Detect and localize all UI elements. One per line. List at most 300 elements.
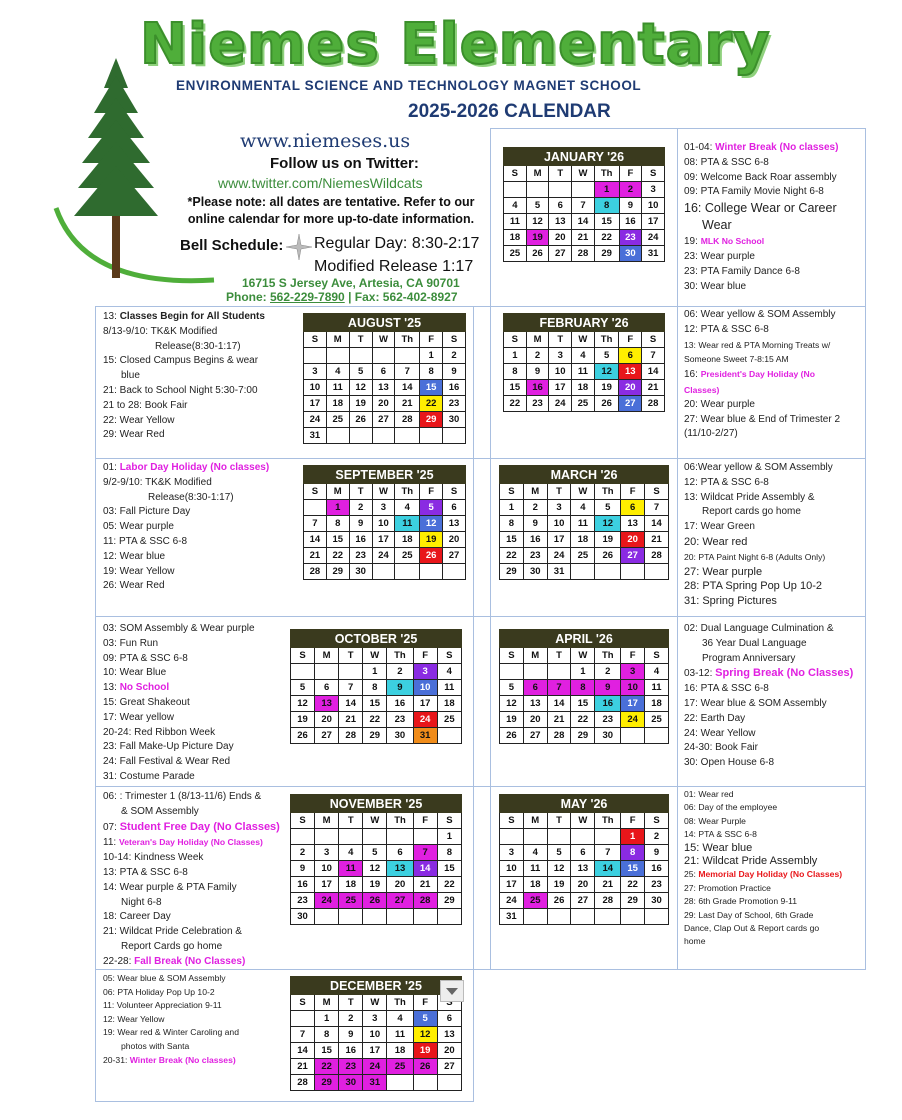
event-line: 14: PTA & SSC 6-8	[684, 829, 757, 840]
day-cell: 7	[642, 348, 665, 364]
event-line: Dance, Clap Out & Report cards go	[684, 923, 820, 934]
event-line: photos with Santa	[121, 1040, 190, 1051]
weekday-label: Th	[387, 995, 413, 1011]
day-cell: 12	[363, 861, 387, 877]
event-line: blue	[121, 370, 140, 382]
week-row	[304, 532, 466, 548]
day-cell: 3	[315, 845, 339, 861]
day-cell	[595, 564, 621, 580]
event-line: 22-28: Fall Break (No Classes)	[103, 955, 246, 967]
day-cell: 26	[500, 728, 524, 744]
day-cell: 7	[304, 516, 327, 532]
event-line: 08: Wear Purple	[684, 815, 746, 826]
week-row	[291, 728, 462, 744]
day-cell: 18	[326, 396, 349, 412]
fax-number: | Fax: 562-402-8927	[344, 290, 458, 304]
weekday-label: F	[420, 484, 443, 500]
week-row	[291, 712, 462, 728]
day-cell: 16	[595, 696, 621, 712]
week-row	[304, 348, 466, 364]
day-cell: 29	[326, 564, 349, 580]
day-cell: 14	[645, 516, 669, 532]
weekday-label: Th	[595, 648, 621, 664]
day-cell: 10	[315, 861, 339, 877]
day-cell: 14	[572, 214, 595, 230]
day-cell: 2	[619, 182, 642, 198]
weekday-label: Th	[387, 648, 413, 664]
day-cell: 17	[549, 380, 572, 396]
weekday-label: M	[523, 813, 547, 829]
day-cell	[571, 829, 595, 845]
event-line: 03: Fall Picture Day	[103, 506, 191, 518]
day-cell: 21	[291, 1059, 315, 1075]
day-cell: 30	[645, 893, 669, 909]
event-line: 09: PTA Family Movie Night 6-8	[684, 186, 824, 198]
day-cell: 21	[395, 396, 420, 412]
weekday-label: F	[413, 995, 437, 1011]
month-header-row	[500, 630, 669, 648]
day-cell: 10	[549, 364, 572, 380]
month-header-row	[291, 977, 462, 995]
events-april	[684, 622, 853, 771]
day-cell	[339, 909, 363, 925]
event-line: Release(8:30-1:17)	[148, 491, 234, 503]
day-cell: 31	[413, 728, 437, 744]
day-cell: 29	[571, 728, 595, 744]
week-row	[500, 664, 669, 680]
month-header-row	[291, 795, 462, 813]
events-february	[684, 308, 840, 442]
day-cell: 6	[619, 348, 642, 364]
day-cell: 10	[413, 680, 437, 696]
day-cell: 7	[413, 845, 437, 861]
event-line: 09: Welcome Back Roar assembly	[684, 171, 837, 183]
day-cell: 9	[526, 364, 549, 380]
day-cell: 2	[595, 664, 621, 680]
day-cell: 26	[526, 246, 549, 262]
day-cell	[326, 428, 349, 444]
day-cell: 16	[523, 532, 547, 548]
day-cell: 20	[387, 877, 413, 893]
month-header-row	[504, 314, 665, 332]
event-line: 29: Wear Red	[103, 429, 165, 441]
event-line: 30: Open House 6-8	[684, 757, 775, 769]
day-cell: 11	[504, 214, 527, 230]
bell-regular-day: Regular Day: 8:30-2:17	[314, 235, 480, 252]
calendar-august	[303, 313, 466, 444]
day-cell: 4	[645, 664, 669, 680]
day-cell: 13	[549, 214, 572, 230]
day-cell: 4	[339, 845, 363, 861]
day-cell: 23	[291, 893, 315, 909]
day-cell: 28	[291, 1075, 315, 1091]
day-cell: 27	[619, 396, 642, 412]
weekday-label: W	[363, 813, 387, 829]
weekday-label: F	[621, 813, 645, 829]
day-cell	[523, 909, 547, 925]
day-cell: 4	[326, 364, 349, 380]
day-cell	[413, 1075, 437, 1091]
day-cell: 6	[372, 364, 395, 380]
week-row	[291, 1059, 462, 1075]
event-line: 24-30: Book Fair	[684, 742, 758, 754]
event-line: 21: Wildcat Pride Celebration &	[103, 926, 242, 938]
day-cell: 31	[363, 1075, 387, 1091]
day-cell	[504, 182, 527, 198]
weekday-label: S	[437, 648, 461, 664]
week-row	[500, 877, 669, 893]
day-cell: 21	[595, 877, 621, 893]
week-row	[291, 1027, 462, 1043]
event-line: 11: Veteran's Day Holiday (No Classes)	[103, 837, 263, 849]
website-link[interactable]: www.niemeses.us	[240, 130, 411, 152]
day-cell: 26	[547, 893, 571, 909]
day-cell: 11	[326, 380, 349, 396]
school-subtitle: ENVIRONMENTAL SCIENCE AND TECHNOLOGY MAGNET SCHOOL	[176, 78, 642, 93]
day-cell: 19	[291, 712, 315, 728]
day-cell: 3	[500, 845, 524, 861]
event-line: 21: Wildcat Pride Assembly	[684, 855, 818, 868]
day-cell: 26	[349, 412, 372, 428]
event-line: 13: Wear red & PTA Morning Treats w/	[684, 339, 831, 350]
day-cell: 1	[571, 664, 595, 680]
day-cell: 20	[621, 532, 645, 548]
day-cell: 10	[621, 680, 645, 696]
event-line: 36 Year Dual Language	[702, 637, 807, 649]
day-cell: 20	[571, 877, 595, 893]
day-cell: 15	[504, 380, 527, 396]
day-cell: 3	[363, 1011, 387, 1027]
weekday-label: M	[526, 332, 549, 348]
event-line: 03: Fun Run	[103, 637, 159, 649]
day-cell: 17	[547, 532, 571, 548]
day-cell: 15	[315, 1043, 339, 1059]
day-cell: 24	[547, 548, 571, 564]
day-cell: 23	[443, 396, 466, 412]
weekday-label: W	[363, 648, 387, 664]
weekday-label: M	[315, 648, 339, 664]
weekday-label: T	[349, 484, 372, 500]
event-line: 26: Wear Red	[103, 580, 165, 592]
day-cell: 14	[413, 861, 437, 877]
weekday-label: T	[549, 332, 572, 348]
day-cell: 1	[363, 664, 387, 680]
day-cell: 10	[547, 516, 571, 532]
day-cell: 30	[595, 728, 621, 744]
calendar-october	[290, 629, 462, 744]
day-cell	[372, 428, 395, 444]
day-cell	[372, 564, 395, 580]
week-row	[291, 829, 462, 845]
phone-number[interactable]: 562-229-7890	[270, 290, 345, 304]
day-cell: 19	[413, 1043, 437, 1059]
day-cell	[645, 909, 669, 925]
event-line: Someone Sweet 7-8:15 AM	[684, 354, 789, 365]
week-row	[291, 1043, 462, 1059]
day-cell	[547, 664, 571, 680]
day-cell: 24	[372, 548, 395, 564]
day-cell	[349, 428, 372, 444]
day-cell: 5	[594, 348, 619, 364]
event-line: Program Anniversary	[702, 652, 796, 664]
phone-fax	[226, 290, 458, 304]
day-cell: 13	[571, 861, 595, 877]
weekday-label: F	[619, 332, 642, 348]
day-cell: 29	[420, 412, 443, 428]
day-cell: 1	[326, 500, 349, 516]
bell-modified-release: Modified Release 1:17	[314, 258, 474, 275]
day-cell: 8	[621, 845, 645, 861]
day-cell: 30	[523, 564, 547, 580]
weekday-label: Th	[594, 332, 619, 348]
day-cell	[500, 829, 524, 845]
events-november	[103, 790, 280, 970]
day-cell: 21	[572, 230, 595, 246]
event-line: 01: Labor Day Holiday (No classes)	[103, 462, 270, 473]
day-cell: 28	[304, 564, 327, 580]
day-cell: 16	[619, 214, 642, 230]
weekday-label: T	[339, 648, 363, 664]
weekday-label: Th	[387, 813, 413, 829]
day-cell: 14	[595, 861, 621, 877]
month-header-row	[500, 795, 669, 813]
event-line: 03: SOM Assembly & Wear purple	[103, 623, 255, 634]
day-cell: 12	[291, 696, 315, 712]
day-cell: 16	[387, 696, 413, 712]
day-cell: 3	[621, 664, 645, 680]
day-cell: 11	[571, 516, 595, 532]
month-header-row	[304, 314, 466, 332]
day-cell: 5	[595, 500, 621, 516]
day-cell: 4	[387, 1011, 413, 1027]
day-cell: 21	[547, 712, 571, 728]
event-line: 19: Wear red & Winter Caroling and	[103, 1027, 239, 1038]
day-cell: 2	[645, 829, 669, 845]
day-cell: 6	[437, 1011, 461, 1027]
weekday-header-row	[291, 648, 462, 664]
day-cell: 15	[363, 696, 387, 712]
day-cell: 17	[372, 532, 395, 548]
weekday-label: F	[413, 813, 437, 829]
day-cell: 1	[504, 348, 527, 364]
weekday-header-row	[291, 813, 462, 829]
week-row	[504, 182, 665, 198]
day-cell: 8	[504, 364, 527, 380]
event-line: 15: Wear blue	[684, 841, 753, 854]
week-row	[504, 364, 665, 380]
weekday-label: F	[621, 484, 645, 500]
week-row	[500, 516, 669, 532]
day-cell: 30	[349, 564, 372, 580]
day-cell: 5	[291, 680, 315, 696]
event-line: 05: Wear purple	[103, 521, 174, 533]
day-cell: 25	[326, 412, 349, 428]
day-cell: 22	[315, 1059, 339, 1075]
month-name: NOVEMBER '25	[291, 795, 462, 813]
day-cell: 11	[437, 680, 461, 696]
weekday-label: Th	[595, 484, 621, 500]
day-cell: 13	[372, 380, 395, 396]
event-line: 31: Costume Parade	[103, 770, 195, 782]
day-cell: 28	[413, 893, 437, 909]
day-cell	[437, 728, 461, 744]
weekday-label: Th	[595, 813, 621, 829]
day-cell: 14	[642, 364, 665, 380]
calendar-september	[303, 465, 466, 580]
event-line: 19: MLK No School	[684, 236, 765, 248]
day-cell: 28	[645, 548, 669, 564]
event-line: 14: Wear purple & PTA Family	[103, 881, 237, 893]
event-line: 30: Wear blue	[684, 280, 747, 292]
day-cell: 23	[339, 1059, 363, 1075]
day-cell: 9	[349, 516, 372, 532]
weekday-label: S	[645, 813, 669, 829]
day-cell: 18	[523, 877, 547, 893]
event-line: 27: Wear purple	[684, 565, 763, 578]
day-cell: 26	[595, 548, 621, 564]
day-cell: 10	[642, 198, 665, 214]
day-cell: 11	[572, 364, 595, 380]
day-cell: 23	[523, 548, 547, 564]
week-row	[291, 893, 462, 909]
day-cell: 11	[395, 516, 420, 532]
follow-twitter-label: Follow us on Twitter:	[270, 155, 419, 172]
calendar-december	[290, 976, 462, 1091]
week-row	[504, 348, 665, 364]
event-line: Report cards go home	[702, 506, 801, 518]
day-cell: 11	[339, 861, 363, 877]
day-cell: 30	[291, 909, 315, 925]
day-cell: 23	[645, 877, 669, 893]
day-cell: 27	[387, 893, 413, 909]
day-cell	[387, 1075, 413, 1091]
day-cell: 18	[395, 532, 420, 548]
day-cell: 2	[349, 500, 372, 516]
day-cell: 13	[621, 516, 645, 532]
event-line: 24: Wear Yellow	[684, 727, 756, 739]
day-cell	[523, 664, 547, 680]
day-cell	[291, 664, 315, 680]
week-row	[291, 664, 462, 680]
twitter-link[interactable]: www.twitter.com/NiemesWildcats	[218, 175, 423, 191]
weekday-label: W	[372, 332, 395, 348]
event-line: 20: Wear red	[684, 535, 748, 548]
day-cell: 7	[572, 198, 595, 214]
day-cell: 17	[642, 214, 665, 230]
grid-line	[490, 128, 491, 970]
day-cell: 13	[315, 696, 339, 712]
event-line: home	[684, 936, 706, 947]
week-row	[500, 845, 669, 861]
week-row	[304, 412, 466, 428]
month-header-row	[504, 148, 665, 166]
event-line: 11: PTA & SSC 6-8	[103, 535, 188, 547]
day-cell: 5	[363, 845, 387, 861]
day-cell	[339, 664, 363, 680]
event-line: 16: President's Day Holiday (No	[684, 369, 815, 381]
day-cell: 22	[363, 712, 387, 728]
school-address: 16715 S Jersey Ave, Artesia, CA 90701	[242, 276, 460, 290]
day-cell: 18	[437, 696, 461, 712]
week-row	[500, 696, 669, 712]
day-cell: 20	[549, 230, 572, 246]
day-cell: 28	[395, 412, 420, 428]
day-cell: 8	[594, 198, 619, 214]
weekday-label: W	[572, 166, 595, 182]
day-cell: 25	[387, 1059, 413, 1075]
event-line: 13: PTA & SSC 6-8	[103, 866, 188, 878]
weekday-label: S	[642, 332, 665, 348]
event-line: Wear	[702, 218, 732, 233]
day-cell	[315, 829, 339, 845]
day-cell: 22	[621, 877, 645, 893]
event-line: 12: Wear blue	[103, 550, 166, 562]
event-line: 21: Back to School Night 5:30-7:00	[103, 384, 258, 396]
day-cell	[437, 909, 461, 925]
event-line: 20-24: Red Ribbon Week	[103, 726, 216, 738]
event-line: 17: Wear blue & SOM Assembly	[684, 697, 827, 709]
day-cell: 12	[594, 364, 619, 380]
day-cell: 3	[642, 182, 665, 198]
event-line: 20: PTA Paint Night 6-8 (Adults Only)	[684, 551, 826, 562]
events-september	[103, 461, 269, 594]
day-cell: 22	[504, 396, 527, 412]
day-cell: 5	[500, 680, 524, 696]
day-cell: 6	[387, 845, 413, 861]
day-cell	[437, 1075, 461, 1091]
day-cell: 14	[291, 1043, 315, 1059]
day-cell: 30	[619, 246, 642, 262]
week-row	[291, 1075, 462, 1091]
day-cell: 15	[594, 214, 619, 230]
weekday-header-row	[304, 332, 466, 348]
day-cell: 29	[363, 728, 387, 744]
day-cell: 25	[572, 396, 595, 412]
month-name: MARCH '26	[500, 466, 669, 484]
day-cell	[304, 500, 327, 516]
day-cell: 19	[500, 712, 524, 728]
day-cell	[621, 564, 645, 580]
dropdown-button[interactable]	[440, 980, 464, 1002]
event-line: 8/13-9/10: TK&K Modified	[103, 325, 218, 337]
week-row	[304, 396, 466, 412]
day-cell: 27	[443, 548, 466, 564]
event-line: 28: PTA Spring Pop Up 10-2	[684, 580, 822, 593]
day-cell: 2	[291, 845, 315, 861]
weekday-header-row	[304, 484, 466, 500]
weekday-label: W	[363, 995, 387, 1011]
day-cell	[413, 829, 437, 845]
day-cell: 25	[395, 548, 420, 564]
day-cell: 28	[339, 728, 363, 744]
weekday-label: Th	[395, 484, 420, 500]
day-cell: 17	[413, 696, 437, 712]
day-cell: 7	[595, 845, 621, 861]
month-header-row	[291, 630, 462, 648]
day-cell: 21	[304, 548, 327, 564]
weekday-label: S	[645, 484, 669, 500]
day-cell: 17	[500, 877, 524, 893]
calendar-february	[503, 313, 665, 412]
day-cell: 12	[500, 696, 524, 712]
weekday-label: S	[291, 813, 315, 829]
grid-line	[95, 306, 865, 307]
grid-line	[490, 128, 865, 129]
day-cell: 8	[437, 845, 461, 861]
weekday-label: T	[339, 813, 363, 829]
event-line: 01: Wear red	[684, 789, 734, 799]
day-cell	[420, 564, 443, 580]
